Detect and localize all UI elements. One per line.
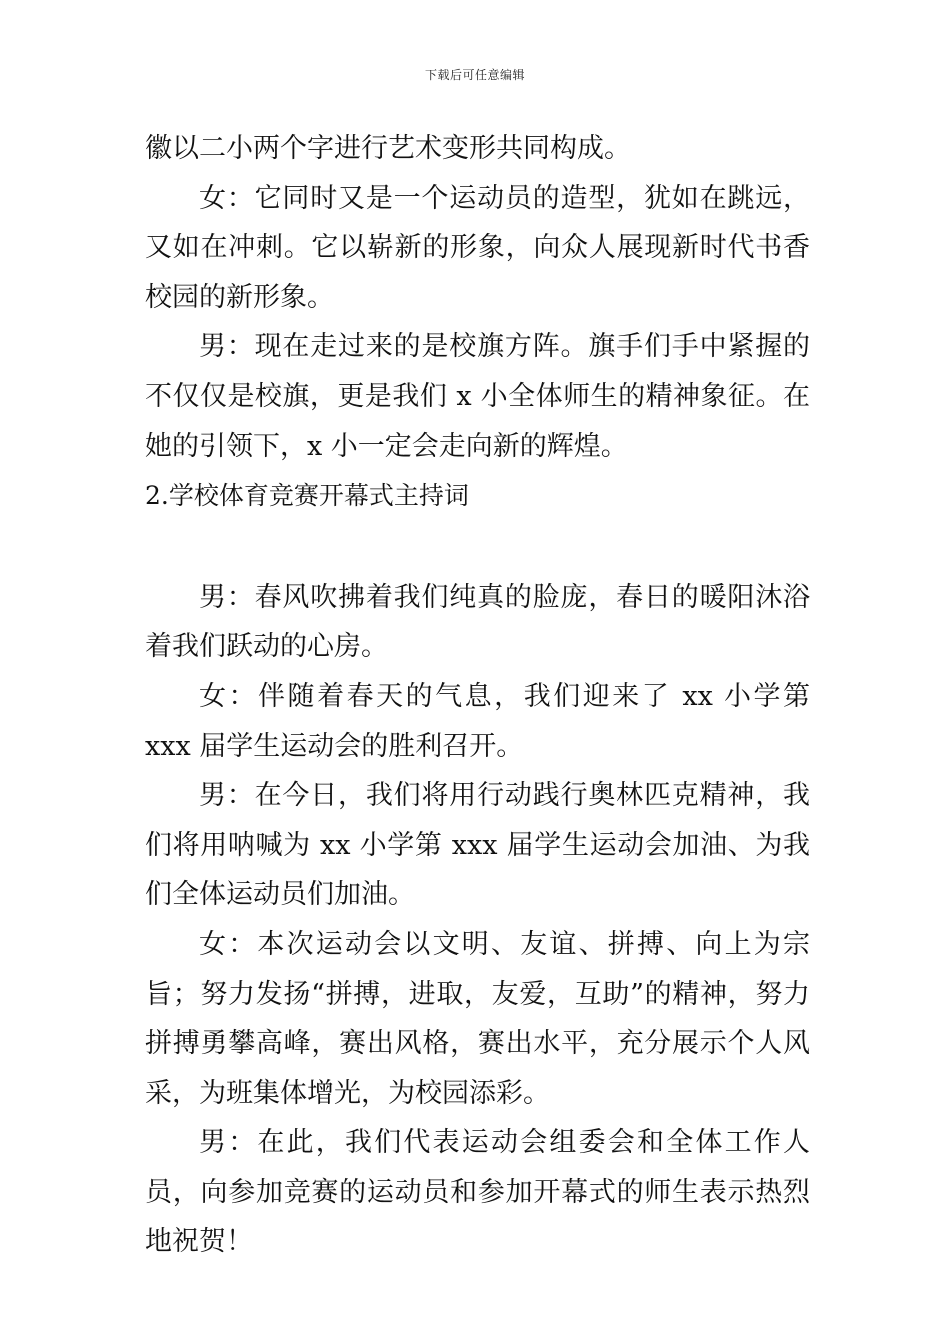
paragraph: 男：在今日，我们将用行动践行奥林匹克精神，我们将用呐喊为 xx 小学第 xxx 届学生运动会加油、为我们全体运动员们加油。 [145,780,810,911]
paragraph: 男：现在走过来的是校旗方阵。旗手们手中紧握的不仅仅是校旗，更是我们 x 小全体师生的精神象征。在她的引领下，x 小一定会走向新的辉煌。 [145,331,810,462]
document-body [145,124,810,1267]
paragraph: 男：春风吹拂着我们纯真的脸庞，春日的暖阳沐浴着我们跃动的心房。 [145,581,810,663]
paragraph: 女：它同时又是一个运动员的造型，犹如在跳远，又如在冲刺。它以崭新的形象，向众人展现新时代书香校园的新形象。 [145,182,810,313]
blank-line [145,521,810,573]
paragraph: 女：伴随着春天的气息，我们迎来了 xx 小学第 xxx 届学生运动会的胜利召开。 [145,680,810,762]
page-header-note: 下载后可任意编辑 [424,68,525,82]
paragraph: 徽以二小两个字进行艺术变形共同构成。 [145,133,631,164]
section-heading: 2.学校体育竞赛开幕式主持词 [145,481,469,511]
paragraph: 女：本次运动会以文明、友谊、拼搏、向上为宗旨；努力发扬“拼搏，进取，友爱，互助”的精神，努力拼搏勇攀高峰，赛出风格，赛出水平，充分展示个人风采，为班集体增光，为校园添彩。 [145,928,810,1109]
paragraph: 男：在此，我们代表运动会组委会和全体工作人员，向参加竞赛的运动员和参加开幕式的师生表示热烈地祝贺！ [145,1127,810,1258]
